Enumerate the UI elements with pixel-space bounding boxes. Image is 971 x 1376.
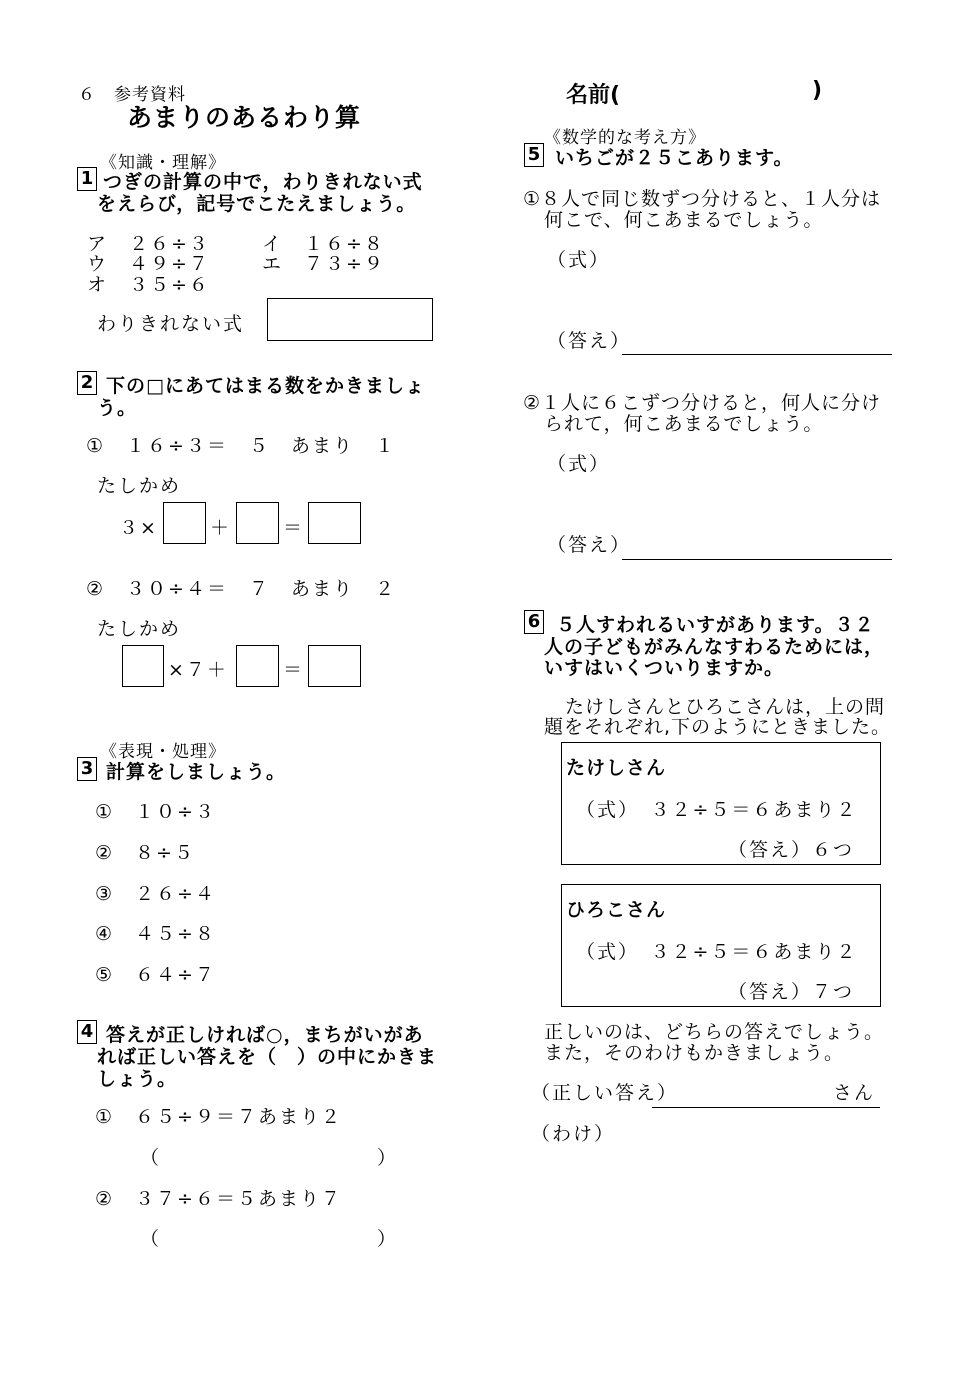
question-6-text-line1: ５人すわれるいすがあります。３２ xyxy=(556,614,875,636)
category-knowledge: 《知識・理解》 xyxy=(100,153,226,173)
q3-item: ③ ２６÷４ xyxy=(95,883,216,905)
answer-box-q1[interactable] xyxy=(267,298,433,341)
q2-problem-2: ② ３０÷４＝ ７ あまり ２ xyxy=(86,578,396,600)
q5-2-answer-line[interactable] xyxy=(622,559,892,560)
q4-2-paren-open: （ xyxy=(140,1228,162,1250)
category-math-thinking: 《数学的な考え方》 xyxy=(544,128,706,148)
category-expression: 《表現・処理》 xyxy=(100,742,226,762)
q2-2-times-plus: ×７＋ xyxy=(168,659,228,681)
q2-1-box-c[interactable] xyxy=(308,502,361,544)
question-1-text-line1: つぎの計算の中で，わりきれない式 xyxy=(103,171,423,193)
question-6-text-line2: 人の子どもがみんなすわるためには， xyxy=(544,636,885,658)
hiroko-formula: （式） ３２÷５＝６あまり２ xyxy=(576,941,858,963)
option-u: ウ ４９÷７ xyxy=(87,253,210,275)
q2-check-label-2: たしかめ xyxy=(97,618,182,640)
san-suffix: さん xyxy=(833,1082,876,1104)
q5-2-answer-label: （答え） xyxy=(547,534,632,556)
q3-item: ② ８÷５ xyxy=(95,842,195,864)
question-2-text-line2: う。 xyxy=(97,397,138,419)
name-label: 名前( xyxy=(566,83,621,108)
question-5-number: 5 xyxy=(524,143,544,167)
question-4-number: 4 xyxy=(77,1020,97,1044)
question-4-text-line2: れば正しい答えを（ ）の中にかきま xyxy=(97,1046,438,1068)
q2-2-box-b[interactable] xyxy=(236,645,279,687)
q2-1-equals: ＝ xyxy=(283,517,305,539)
q2-1-times: ３× xyxy=(119,517,158,539)
q3-item: ① １０÷３ xyxy=(95,801,216,823)
reason-label: （わけ） xyxy=(531,1123,616,1145)
q3-item: ④ ４５÷８ xyxy=(95,923,216,945)
q2-1-box-b[interactable] xyxy=(236,502,279,544)
q5-1-line1: ①８人で同じ数ずつ分けると、１人分は xyxy=(523,188,882,210)
q5-1-formula-label: （式） xyxy=(547,249,611,271)
q2-problem-1: ① １６÷３＝ ５ あまり １ xyxy=(86,435,396,457)
q4-1-paren-open: （ xyxy=(140,1147,162,1169)
takeshi-solution-box xyxy=(561,742,881,865)
question-3-text: 計算をしましょう。 xyxy=(106,761,287,783)
q5-2-line1: ②１人に６こずつ分けると，何人に分け xyxy=(523,392,882,414)
question-1-number: 1 xyxy=(77,167,97,191)
hiroko-solution-box xyxy=(561,884,881,1007)
question-6-number: 6 xyxy=(524,610,544,634)
question-4-text-line3: しょう。 xyxy=(97,1068,178,1090)
option-i: イ １６÷８ xyxy=(262,233,385,255)
q4-2-paren-close: ） xyxy=(377,1228,399,1250)
q6-intro-line2: 題をそれぞれ,下のようにときました。 xyxy=(544,716,892,738)
correct-answer-line[interactable] xyxy=(652,1107,880,1108)
option-o: オ ３５÷６ xyxy=(87,274,210,296)
q6-ask-line2: また，そのわけもかきましょう。 xyxy=(544,1042,845,1064)
q3-item: ⑤ ６４÷７ xyxy=(95,964,216,986)
question-3-number: 3 xyxy=(77,757,97,781)
takeshi-formula: （式） ３２÷５＝６あまり２ xyxy=(576,799,858,821)
question-6-text-line3: いすはいくついりますか。 xyxy=(544,657,785,679)
takeshi-name: たけしさん xyxy=(566,757,667,779)
unfinished-division-label: わりきれない式 xyxy=(97,313,245,335)
q6-ask-line1: 正しいのは、どちらの答えでしょう。 xyxy=(544,1021,885,1043)
option-a: ア ２６÷３ xyxy=(87,233,210,255)
question-5-text: いちごが２５こあります。 xyxy=(555,147,794,169)
q2-2-box-a[interactable] xyxy=(122,645,164,687)
page-title: あまりのあるわり算 xyxy=(127,103,362,132)
question-2-number: 2 xyxy=(77,371,97,395)
q2-1-box-a[interactable] xyxy=(163,502,206,544)
q5-1-answer-label: （答え） xyxy=(547,330,632,352)
option-e: エ ７３÷９ xyxy=(262,253,385,275)
q5-1-line2: 何こで、何こあまるでしょう。 xyxy=(544,209,824,231)
question-1-text-line2: をえらび，記号でこたえましょう。 xyxy=(97,193,417,215)
q4-problem-2: ② ３７÷６＝５あまり７ xyxy=(95,1188,342,1210)
q5-1-answer-line[interactable] xyxy=(622,354,892,355)
hiroko-answer: （答え）７つ xyxy=(728,981,855,1003)
q2-check-label-1: たしかめ xyxy=(97,475,182,497)
q6-intro-line1: たけしさんとひろこさんは，上の問 xyxy=(565,696,886,718)
question-4-text-line1: 答えが正しければ○，まちがいがあ xyxy=(106,1024,424,1046)
q4-1-paren-close: ） xyxy=(377,1147,399,1169)
q4-problem-1: ① ６５÷９＝７あまり２ xyxy=(95,1106,342,1128)
name-close-paren: ) xyxy=(812,78,823,103)
takeshi-answer: （答え）６つ xyxy=(728,839,855,861)
q5-2-formula-label: （式） xyxy=(547,453,611,475)
q5-2-line2: られて，何こあまるでしょう。 xyxy=(544,413,824,435)
page-number: ６ 参考資料 xyxy=(78,85,186,105)
q2-1-plus: ＋ xyxy=(210,517,232,539)
q2-2-box-c[interactable] xyxy=(308,645,361,687)
question-2-text-line1: 下の□にあてはまる数をかきましょ xyxy=(106,375,425,397)
hiroko-name: ひろこさん xyxy=(566,899,667,921)
correct-answer-label: （正しい答え） xyxy=(531,1082,679,1104)
q2-2-equals: ＝ xyxy=(283,659,305,681)
